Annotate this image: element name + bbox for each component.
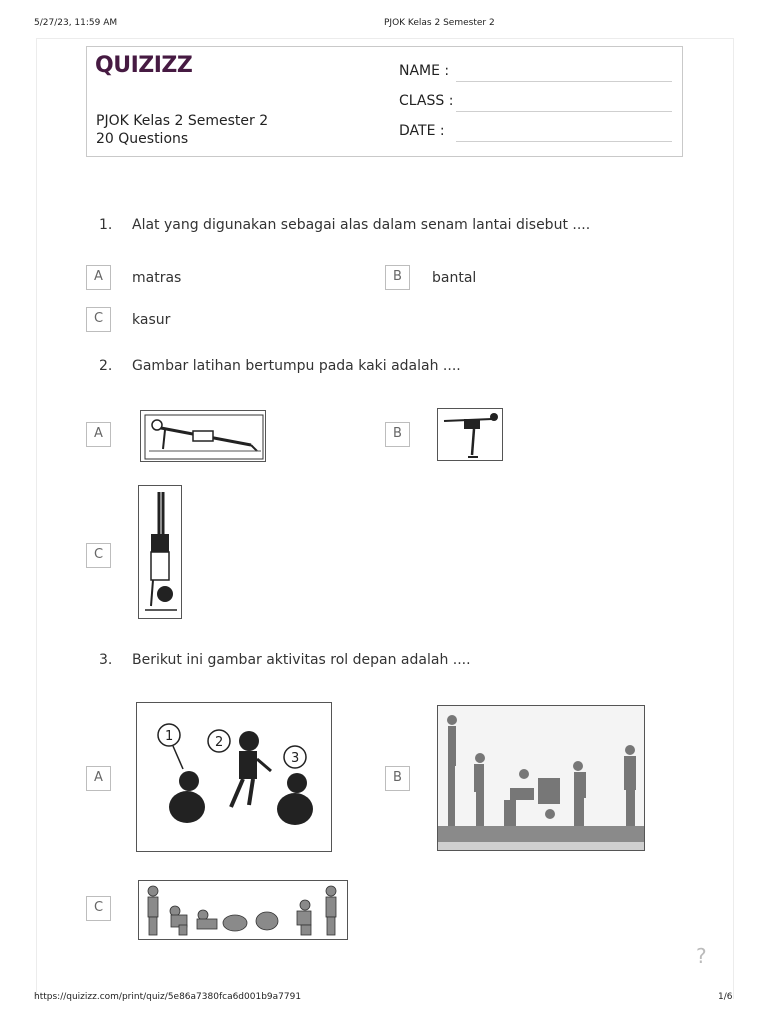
forward-roll-sequence-illustration (138, 880, 348, 940)
step-label-2: 2 (215, 735, 224, 750)
option-letter-c: C (86, 896, 111, 921)
quiz-info-box (86, 46, 683, 157)
option-text: kasur (132, 312, 171, 328)
step-label-3: 3 (291, 751, 300, 766)
push-up-illustration (140, 410, 266, 462)
option-letter-a: A (86, 265, 111, 290)
class-line (456, 111, 672, 112)
question-text: Alat yang digunakan sebagai alas dalam senam lantai disebut .... (132, 217, 591, 233)
date-line (456, 141, 672, 142)
print-datetime: 5/27/23, 11:59 AM (34, 18, 118, 28)
question-number: 2. (99, 358, 113, 374)
date-label: DATE : (399, 123, 445, 139)
print-page-number: 1/6 (718, 992, 733, 1002)
option-text: bantal (432, 270, 477, 286)
name-label: NAME : (399, 63, 450, 79)
quiz-title: PJOK Kelas 2 Semester 2 (96, 113, 269, 129)
option-text: matras (132, 270, 182, 286)
step-label-1: 1 (165, 729, 174, 744)
print-url: https://quizizz.com/print/quiz/5e86a7380fca6d001b9a7791 (34, 992, 302, 1002)
quizizz-logo: QUIZIZZ (95, 53, 193, 78)
back-roll-sequence-photo (437, 705, 645, 851)
one-leg-balance-illustration (437, 408, 503, 461)
question-text: Berikut ini gambar aktivitas rol depan adalah .... (132, 652, 471, 668)
question-number: 1. (99, 217, 113, 233)
name-line (456, 81, 672, 82)
question-text: Gambar latihan bertumpu pada kaki adalah .... (132, 358, 461, 374)
option-letter-a: A (86, 766, 111, 791)
question-count: 20 Questions (96, 131, 189, 147)
option-letter-c: C (86, 307, 111, 332)
help-icon[interactable]: ? (696, 944, 707, 968)
option-letter-c: C (86, 543, 111, 568)
class-label: CLASS : (399, 93, 454, 109)
handstand-illustration (138, 485, 182, 619)
option-letter-b: B (385, 766, 410, 791)
numbered-squat-jump-illustration (136, 702, 332, 852)
print-doc-title: PJOK Kelas 2 Semester 2 (384, 18, 495, 28)
option-letter-b: B (385, 265, 410, 290)
option-letter-a: A (86, 422, 111, 447)
option-letter-b: B (385, 422, 410, 447)
question-number: 3. (99, 652, 113, 668)
